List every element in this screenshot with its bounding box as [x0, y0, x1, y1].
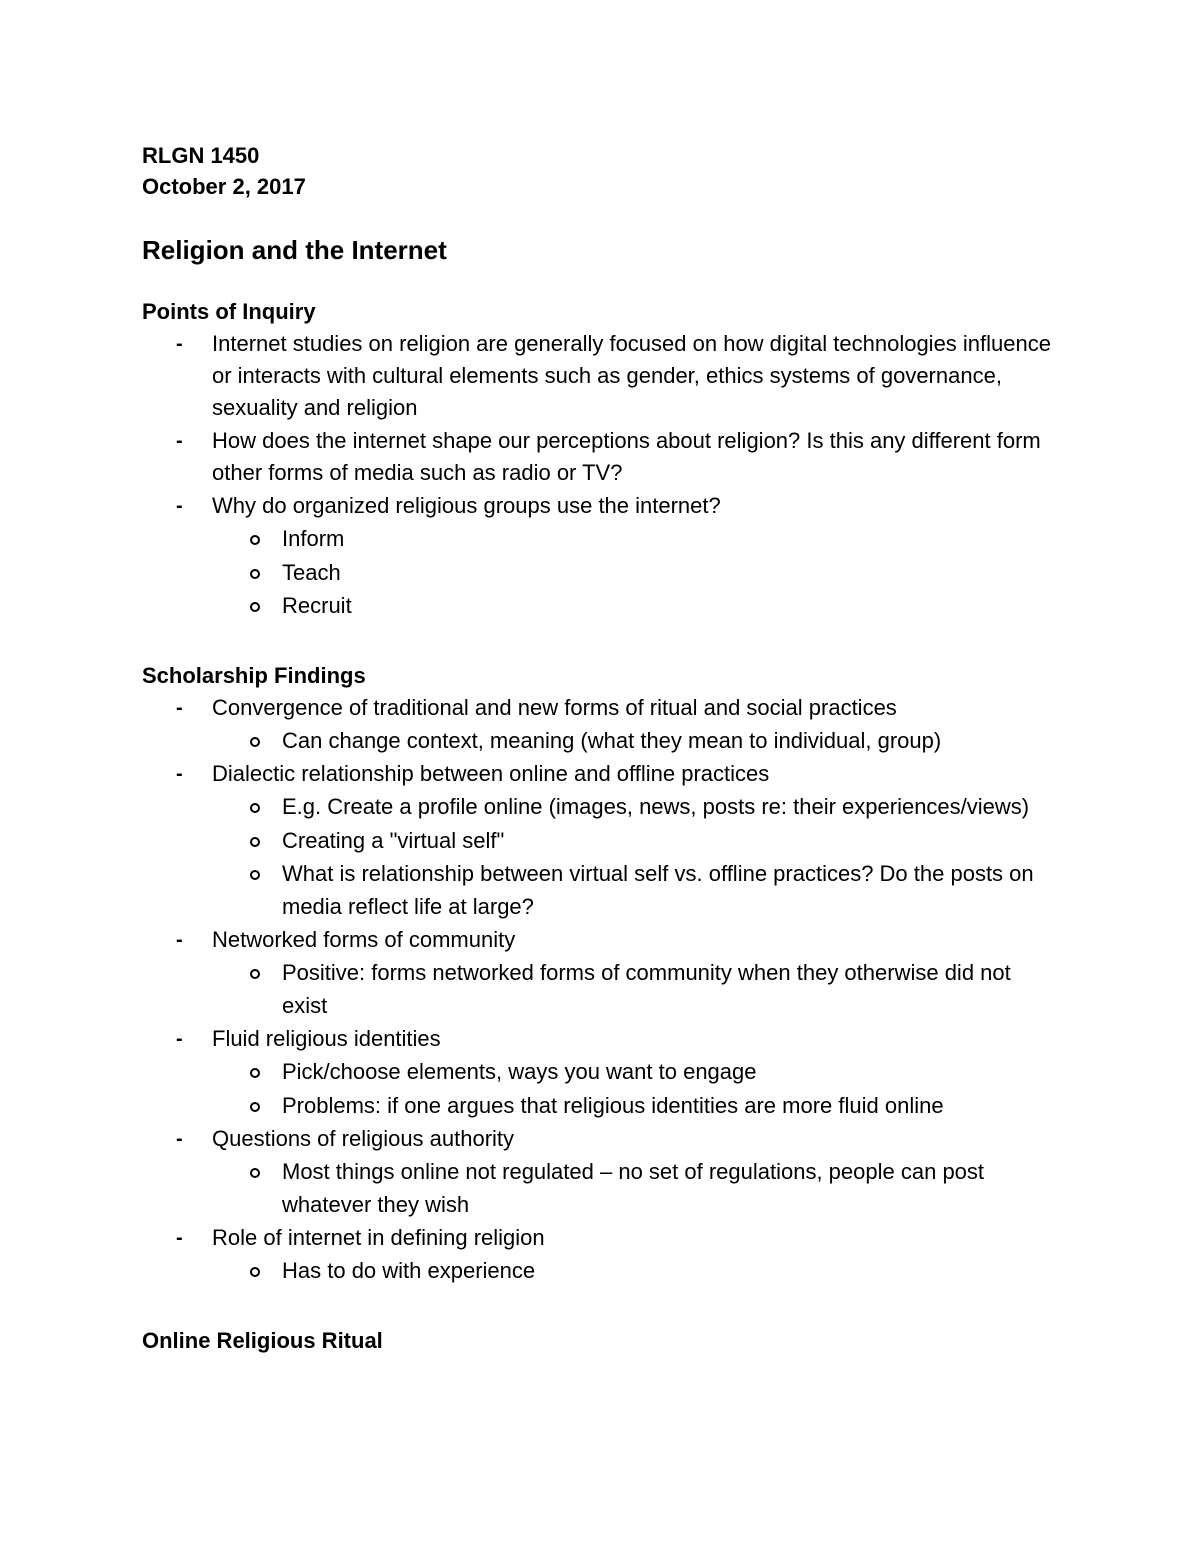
sub-list-item [212, 957, 1062, 1022]
sub-list-item-text: Pick/choose elements, ways you want to engage [282, 1059, 757, 1084]
dash-bullet-icon: - [176, 495, 183, 517]
list-item [142, 1123, 1062, 1221]
dash-bullet-icon: - [176, 1227, 183, 1249]
list-item [142, 425, 1062, 489]
sub-bullet-list [212, 791, 1062, 923]
dash-bullet-icon: - [176, 1128, 183, 1150]
sub-list-item [212, 725, 1062, 758]
circle-bullet-icon [250, 1102, 260, 1112]
list-item-text: Convergence of traditional and new forms of ritual and social practices [212, 694, 897, 720]
dash-bullet-icon: - [176, 1028, 183, 1050]
list-item [142, 924, 1062, 1022]
list-item-text: How does the internet shape our perceptions about religion? Is this any different form other forms of media such as radio or TV? [212, 428, 1041, 485]
dash-bullet-icon: - [176, 430, 183, 452]
sub-bullet-list [212, 523, 1062, 623]
section [142, 296, 1062, 623]
sub-list-item [212, 1090, 1062, 1123]
dash-bullet-icon: - [176, 929, 183, 951]
list-item-text: Networked forms of community [212, 927, 516, 952]
bullet-list [142, 328, 1062, 623]
sub-list-item-text: Most things online not regulated – no set of regulations, people can post whatever they wish [282, 1159, 985, 1217]
list-item-text: Internet studies on religion are generally focused on how digital technologies influence or interacts with cultural elements such as gender, ethics systems of governance, sexuality and religion [212, 331, 1051, 420]
list-item-text: Why do organized religious groups use the internet? [212, 493, 721, 518]
circle-bullet-icon [250, 870, 260, 880]
document-title: Religion and the Internet [142, 235, 447, 265]
sub-list-item-text: Positive: forms networked forms of community when they otherwise did not exist [282, 960, 1011, 1018]
bullet-list [142, 692, 1062, 1288]
list-item-text: Fluid religious identities [212, 1026, 441, 1051]
list-item [142, 490, 1062, 623]
dash-bullet-icon: - [176, 696, 183, 719]
lecture-date: October 2, 2017 [142, 174, 306, 199]
sub-list-item [212, 825, 1062, 858]
list-item [142, 1023, 1062, 1122]
sub-list-item [212, 858, 1062, 923]
dash-bullet-icon: - [176, 763, 183, 785]
list-item-text: Role of internet in defining religion [212, 1225, 545, 1250]
sub-bullet-list [212, 725, 1062, 758]
sub-list-item-text: Teach [282, 559, 341, 585]
circle-bullet-icon [250, 602, 260, 612]
list-item [142, 758, 1062, 923]
circle-bullet-icon [250, 969, 260, 979]
sub-list-item-text: What is relationship between virtual self vs. offline practices? Do the posts on media reflect life at large? [282, 861, 1034, 919]
section-heading: Points of Inquiry [142, 299, 316, 324]
circle-bullet-icon [250, 737, 260, 747]
circle-bullet-icon [250, 1068, 260, 1078]
list-item [142, 1222, 1062, 1288]
circle-bullet-icon [250, 535, 260, 545]
sub-list-item-text: Inform [282, 526, 345, 551]
sub-bullet-list [212, 957, 1062, 1022]
circle-bullet-icon [250, 837, 260, 847]
list-item-text: Questions of religious authority [212, 1126, 515, 1151]
sub-list-item-text: Problems: if one argues that religious identities are more fluid online [282, 1092, 944, 1118]
sub-bullet-list [212, 1056, 1062, 1122]
sub-list-item [212, 791, 1062, 824]
section-heading: Online Religious Ritual [142, 1327, 383, 1353]
sub-list-item-text: Recruit [282, 593, 352, 618]
sections-container [142, 296, 1062, 1356]
document-content [142, 140, 1062, 1356]
sub-bullet-list [212, 1156, 1062, 1221]
sub-list-item [212, 1255, 1062, 1288]
sub-list-item-text: Can change context, meaning (what they mean to individual, group) [282, 727, 942, 753]
sub-list-item [212, 1156, 1062, 1221]
list-item-text: Dialectic relationship between online and offline practices [212, 761, 770, 786]
circle-bullet-icon [250, 1267, 260, 1277]
sub-list-item [212, 523, 1062, 556]
list-item [142, 692, 1062, 758]
circle-bullet-icon [250, 803, 260, 813]
sub-list-item [212, 557, 1062, 590]
sub-list-item-text: Creating a "virtual self" [282, 827, 505, 853]
circle-bullet-icon [250, 1168, 260, 1178]
sub-bullet-list [212, 1255, 1062, 1288]
sub-list-item [212, 590, 1062, 623]
section-heading: Scholarship Findings [142, 662, 366, 688]
sub-list-item-text: E.g. Create a profile online (images, news, posts re: their experiences/views) [282, 794, 1030, 819]
course-code: RLGN 1450 [142, 143, 260, 168]
section [142, 1325, 1062, 1356]
sub-list-item-text: Has to do with experience [282, 1258, 536, 1283]
sub-list-item [212, 1056, 1062, 1089]
circle-bullet-icon [250, 569, 260, 579]
section [142, 660, 1062, 1288]
list-item [142, 328, 1062, 424]
dash-bullet-icon: - [176, 333, 183, 355]
